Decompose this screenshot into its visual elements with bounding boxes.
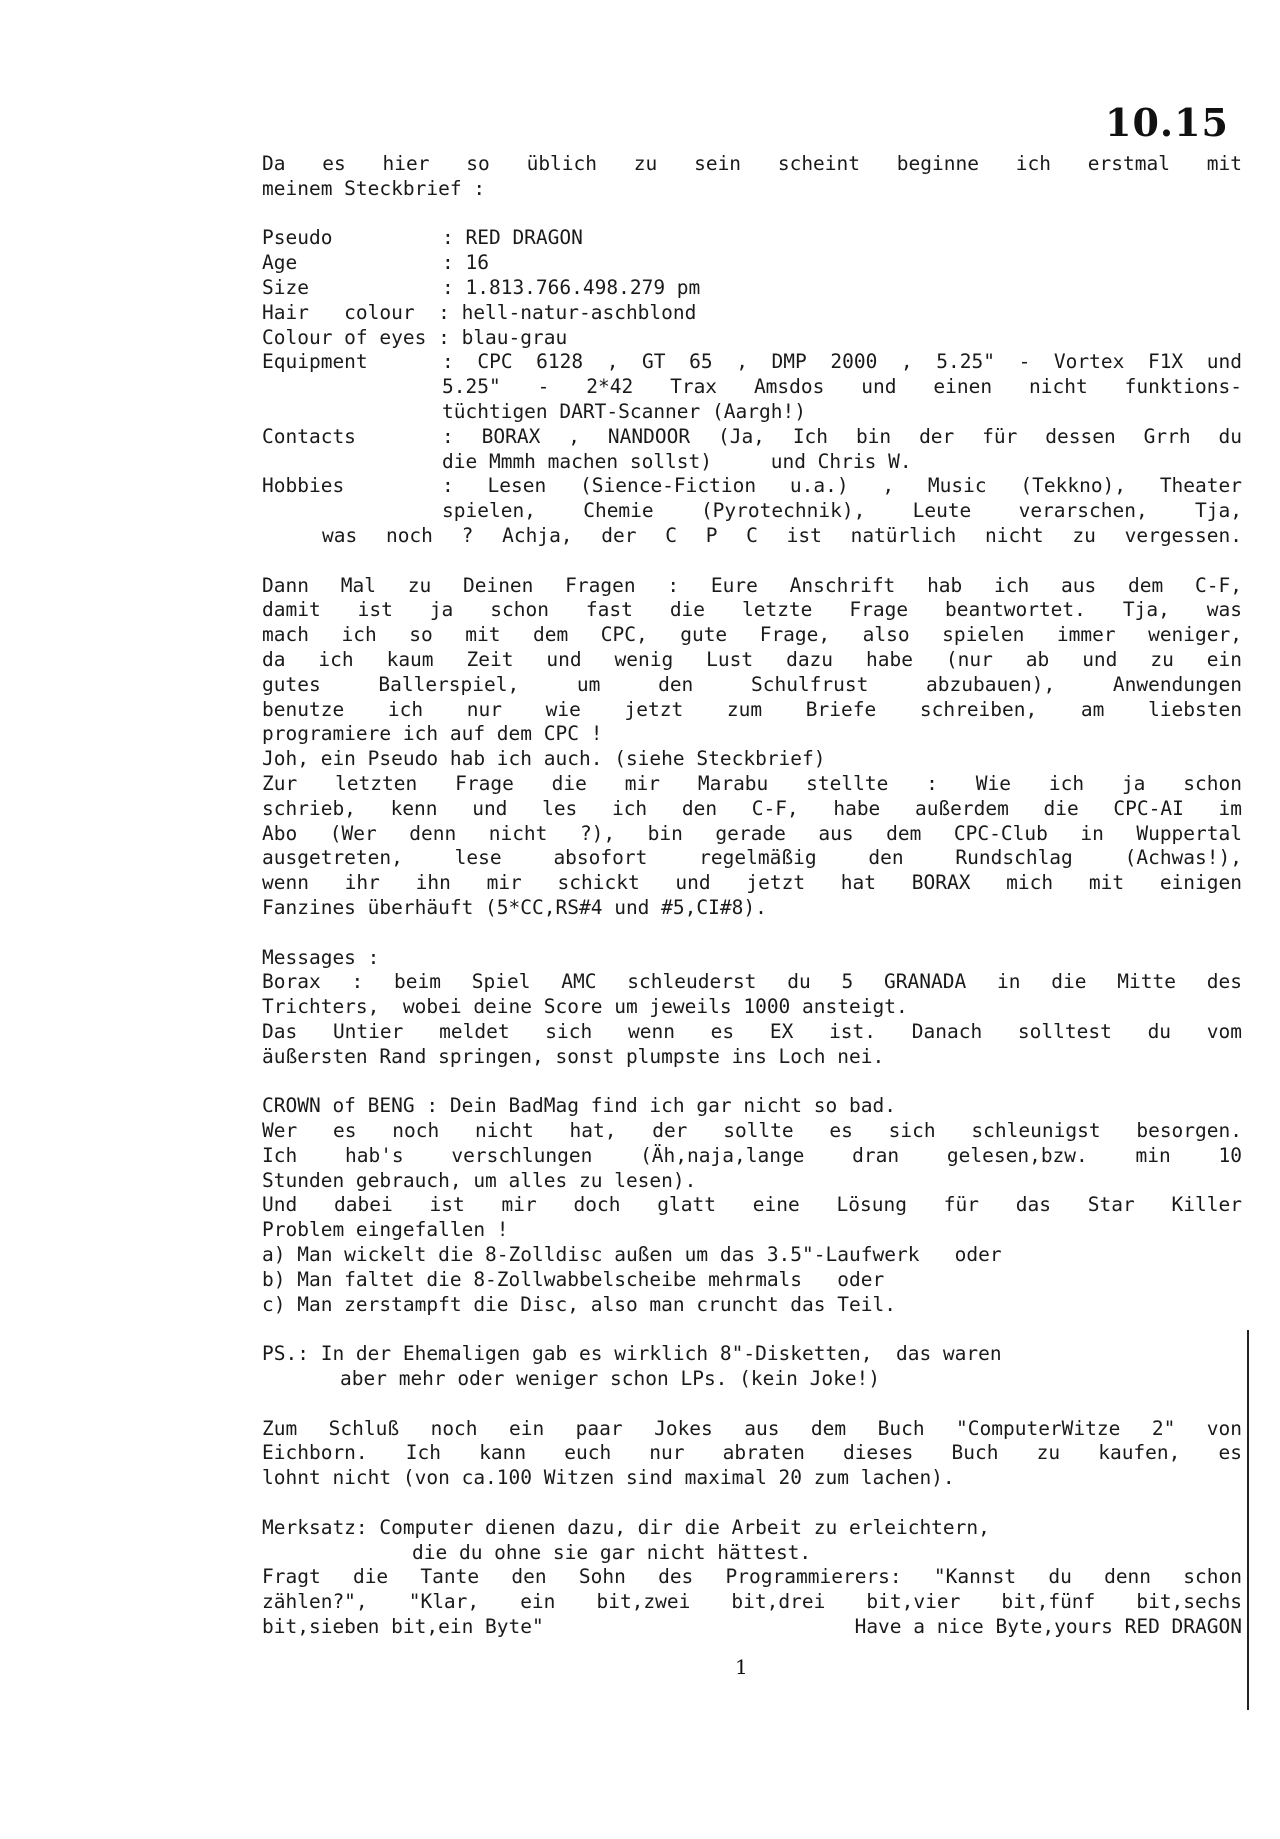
- crown-line: Wer es noch nicht hat, der sollte es sich schleunigst besorgen.: [262, 1119, 1242, 1143]
- page-number-bottom: 1: [735, 1655, 748, 1679]
- jokes-intro-line: Zum Schluß noch ein paar Jokes aus dem Buch "ComputerWitze 2" von: [262, 1416, 1242, 1440]
- profile-eyes: Colour of eyes : blau-grau: [262, 325, 568, 349]
- page-number-top: 10.15: [1105, 100, 1229, 145]
- profile-pseudo: [262, 226, 1242, 251]
- merksatz-line: Merksatz: Computer dienen dazu, dir die Arbeit zu erleichtern,: [262, 1515, 990, 1539]
- profile-equipment-cont: 5.25" - 2*42 Trax Amsdos und einen nicht funktions-: [442, 375, 1242, 399]
- profile-value: : CPC 6128 , GT 65 , DMP 2000 , 5.25" - Vortex F1X und: [442, 350, 1242, 374]
- signature: Have a nice Byte,yours RED DRAGON: [854, 1615, 1242, 1639]
- profile-key: Equipment: [262, 350, 368, 374]
- body-line: schrieb, kenn und les ich den C-F, habe außerdem die CPC-AI im: [262, 796, 1242, 820]
- joke-line: zählen?", "Klar, ein bit,zwei bit,drei bit,vier bit,fünf bit,sechs: [262, 1590, 1242, 1614]
- profile-hobbies: [262, 474, 1242, 499]
- closing-line: [262, 1615, 1242, 1640]
- crown-line: Stunden gebrauch, um alles zu lesen).: [262, 1168, 697, 1192]
- body-line: Zur letzten Frage die mir Marabu stellte : Wie ich ja schon: [262, 771, 1242, 795]
- body-line: wenn ihr ihn mir schickt und jetzt hat BORAX mich mit einigen: [262, 871, 1242, 895]
- option-line: c) Man zerstampft die Disc, also man cruncht das Teil.: [262, 1292, 896, 1316]
- profile-contacts-cont: die Mmmh machen sollst) und Chris W.: [442, 449, 912, 473]
- margin-rule: [1247, 1330, 1249, 1710]
- merksatz-line: die du ohne sie gar nicht hättest.: [412, 1540, 812, 1564]
- profile-value: : 1.813.766.498.279 pm: [442, 275, 701, 299]
- crown-line: Problem eingefallen !: [262, 1218, 509, 1242]
- profile-key: Contacts: [262, 424, 356, 448]
- profile-age: [262, 251, 1242, 276]
- body-line: ausgetreten, lese absofort regelmäßig den Rundschlag (Achwas!),: [262, 846, 1242, 870]
- profile-size: [262, 276, 1242, 301]
- profile-key: Pseudo: [262, 226, 333, 250]
- crown-line: CROWN of BENG : Dein BadMag find ich gar nicht so bad.: [262, 1094, 896, 1118]
- option-line: a) Man wickelt die 8-Zolldisc außen um das 3.5"-Laufwerk oder: [262, 1243, 1002, 1267]
- profile-contacts: [262, 425, 1242, 450]
- crown-line: Und dabei ist mir doch glatt eine Lösung für das Star Killer: [262, 1193, 1242, 1217]
- profile-hobbies-last: was noch ? Achja, der C P C ist natürlich nicht zu vergessen.: [322, 523, 1242, 547]
- body-line: damit ist ja schon fast die letzte Frage beantwortet. Tja, was: [262, 598, 1242, 622]
- message-line: Das Untier meldet sich wenn es EX ist. Danach solltest du vom: [262, 1019, 1242, 1043]
- crown-line: Ich hab's verschlungen (Äh,naja,lange dran gelesen,bzw. min 10: [262, 1143, 1242, 1167]
- intro-line: Da es hier so üblich zu sein scheint beginne ich erstmal mit: [262, 152, 1242, 175]
- body-line: mach ich so mit dem CPC, gute Frage, also spielen immer weniger,: [262, 623, 1242, 647]
- profile-equipment-cont: tüchtigen DART-Scanner (Aargh!): [442, 399, 806, 423]
- profile-key: Size: [262, 275, 309, 299]
- profile-value: : BORAX , NANDOOR (Ja, Ich bin der für dessen Grrh du: [442, 424, 1242, 448]
- jokes-intro-line: Eichborn. Ich kann euch nur abraten dieses Buch zu kaufen, es: [262, 1441, 1242, 1465]
- letter-body: [262, 152, 1242, 1640]
- body-line: da ich kaum Zeit und wenig Lust dazu habe (nur ab und zu ein: [262, 647, 1242, 671]
- body-line: Fanzines überhäuft (5*CC,RS#4 und #5,CI#8).: [262, 895, 767, 919]
- body-line: programiere ich auf dem CPC !: [262, 722, 603, 746]
- joke-line: Fragt die Tante den Sohn des Programmierers: "Kannst du denn schon: [262, 1565, 1242, 1589]
- intro-line: meinem Steckbrief :: [262, 176, 486, 200]
- profile-value: : 16: [442, 251, 489, 275]
- profile-hair: Hair colour : hell-natur-aschblond: [262, 300, 697, 324]
- ps-line: aber mehr oder weniger schon LPs. (kein Joke!): [340, 1367, 881, 1391]
- profile-value: : RED DRAGON: [442, 226, 583, 250]
- message-line: äußersten Rand springen, sonst plumpste ins Loch nei.: [262, 1044, 885, 1068]
- body-line: Joh, ein Pseudo hab ich auch. (siehe Steckbrief): [262, 747, 826, 771]
- messages-heading: Messages :: [262, 945, 380, 969]
- message-line: Borax : beim Spiel AMC schleuderst du 5 GRANADA in die Mitte des: [262, 970, 1242, 994]
- profile-key: Hobbies: [262, 474, 345, 498]
- body-line: gutes Ballerspiel, um den Schulfrust abzubauen), Anwendungen: [262, 672, 1242, 696]
- profile-key: Age: [262, 251, 298, 275]
- message-line: Trichters, wobei deine Score um jeweils 1000 ansteigt.: [262, 995, 908, 1019]
- profile-value: : Lesen (Sience-Fiction u.a.) , Music (Tekkno), Theater: [442, 474, 1242, 498]
- body-line: Dann Mal zu Deinen Fragen : Eure Anschrift hab ich aus dem C-F,: [262, 573, 1242, 597]
- option-line: b) Man faltet die 8-Zollwabbelscheibe mehrmals oder: [262, 1267, 885, 1291]
- profile-hobbies-cont: spielen, Chemie (Pyrotechnik), Leute verarschen, Tja,: [442, 499, 1242, 523]
- profile-equipment: [262, 350, 1242, 375]
- body-line: Abo (Wer denn nicht ?), bin gerade aus dem CPC-Club in Wuppertal: [262, 821, 1242, 845]
- ps-line: PS.: In der Ehemaligen gab es wirklich 8"-Disketten, das waren: [262, 1342, 1002, 1366]
- jokes-intro-line: lohnt nicht (von ca.100 Witzen sind maximal 20 zum lachen).: [262, 1466, 955, 1490]
- closing-left: bit,sieben bit,ein Byte": [262, 1615, 544, 1639]
- body-line: benutze ich nur wie jetzt zum Briefe schreiben, am liebsten: [262, 697, 1242, 721]
